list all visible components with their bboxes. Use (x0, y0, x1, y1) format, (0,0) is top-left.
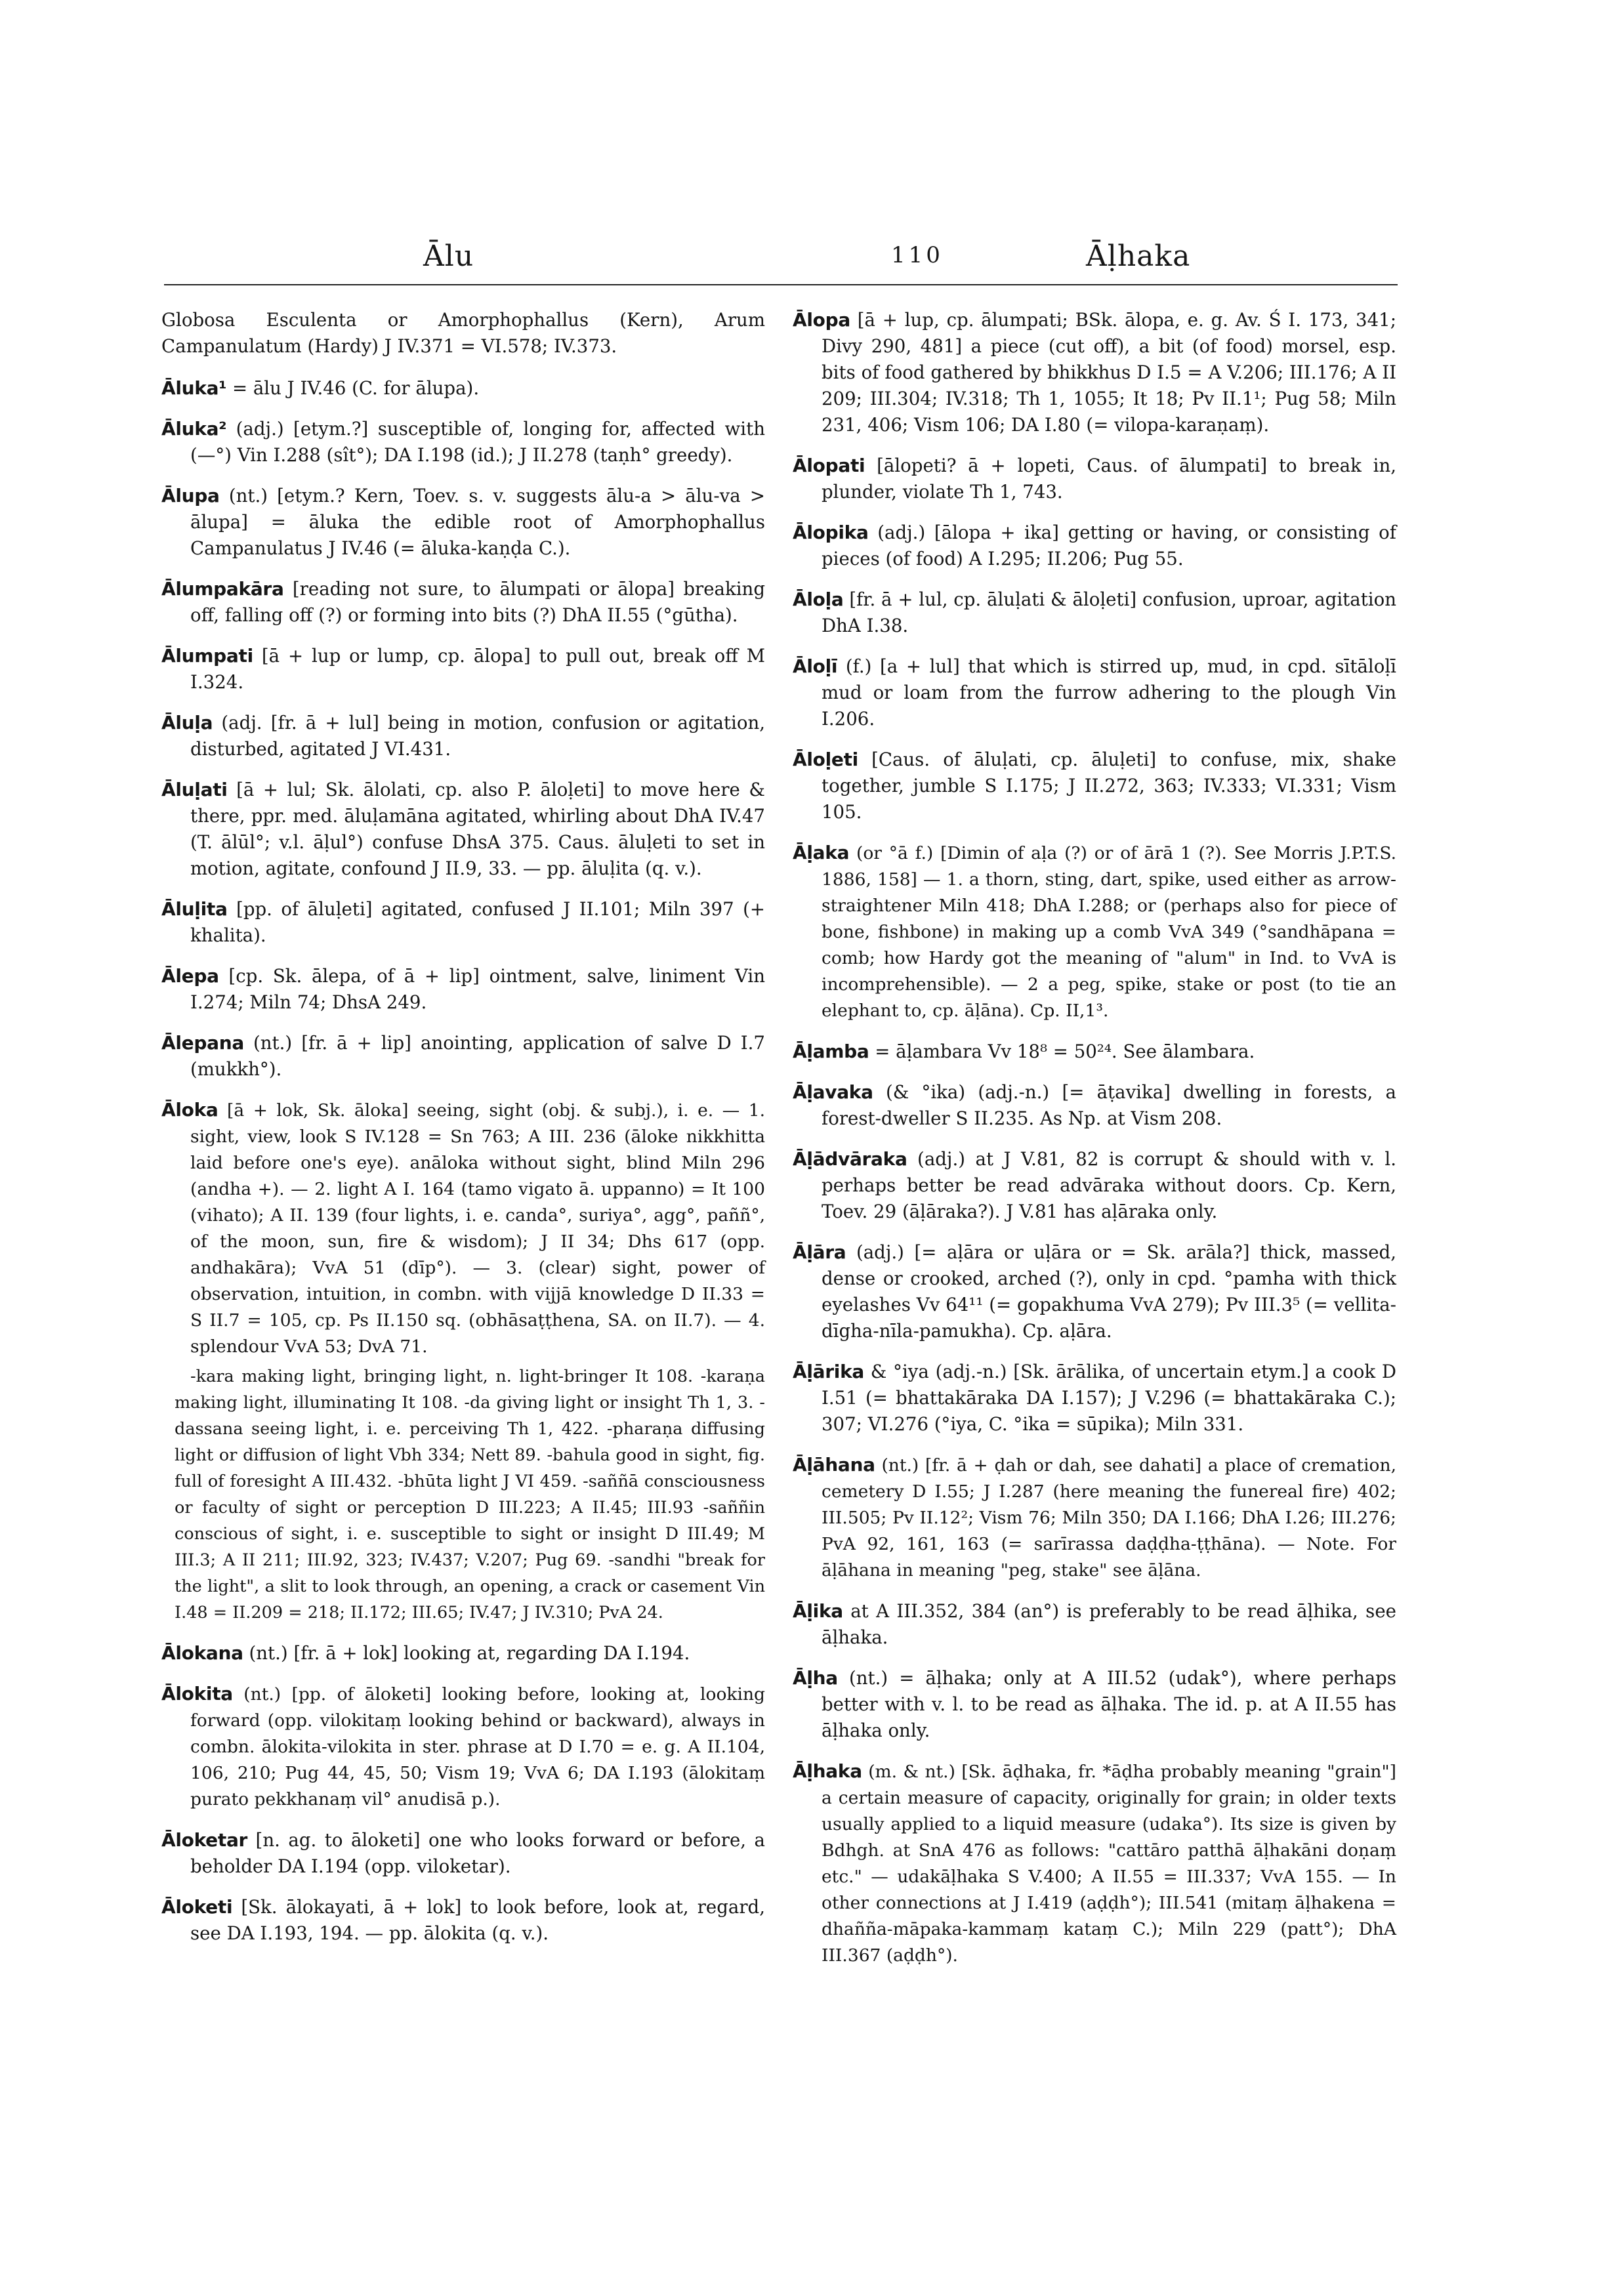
entry-body: (nt.) [fr. ā + ḍah or dah, see dahati] a place of cremation, cemetery D I.55; J I.287 (here meaning the funereal fire) 402; III.505; Pv II.12²; Vism 76; Miln 350; DA I.166; DhA I.26; III.276; PvA 92, 161, 163 (= sarīrassa daḍḍha-ṭṭhāna). — Note. For āḷāhana in meaning "peg, stake" see āḷāna. (822, 1455, 1396, 1581)
entry-headword: Āluḷati (161, 779, 228, 800)
header-right-word: Āḷhaka (1086, 239, 1191, 273)
entry-body: = āḷambara Vv 18⁸ = 50²⁴. See ālambara. (869, 1041, 1255, 1062)
dictionary-entry (161, 643, 765, 695)
entry-body: (nt.) [etym.? Kern, Toev. s. v. suggests ālu-a > ālu-va > ālupa] = āluka the edible root of Amorphophallus Campanulatus J IV.46 (= āluka-kaṇḍa C.). (190, 485, 765, 559)
entry-body: [ā + lok, Sk. āloka] seeing, sight (obj. & subj.), i. e. — 1. sight, view, look S IV.128 = Sn 763; A III. 236 (āloke nikkhitta laid before one's eye). anāloka without sight, blind Miln 296 (andha +). — 2. light A I. 164 (tamo vigato ā. uppanno) = It 100 (vihato); A II. 139 (four lights, i. e. canda°, suriya°, agg°, paññ°, of the moon, sun, fire & wisdom); J II 34; Dhs 617 (opp. andhakāra); VvA 51 (dīp°). — 3. (clear) sight, power of observation, intuition, in combn. with vijjā knowledge D II.33 = S II.7 = 105, cp. Ps II.150 sq. (obhāsaṭṭhena, SA. on II.7). — 4. splendour VvA 53; DvA 71. (190, 1100, 765, 1357)
running-header (164, 233, 1398, 285)
entry-body: (adj. [fr. ā + lul] being in motion, confusion or agitation, disturbed, agitated J VI.431. (190, 712, 765, 760)
dictionary-entry (793, 653, 1396, 732)
dictionary-entry (793, 1359, 1396, 1437)
dictionary-entry (793, 453, 1396, 505)
dictionary-entry (161, 777, 765, 882)
left-column (161, 307, 765, 1961)
header-left-word: Ālu (423, 239, 474, 273)
compounds-block (161, 1363, 765, 1626)
entry-body: (nt.) [fr. ā + lok] looking at, regarding DA I.194. (243, 1642, 690, 1664)
entry-headword: Āloka (161, 1099, 219, 1121)
entry-body: (nt.) [pp. of āloketi] looking before, looking at, looking forward (opp. vilokitaṃ looking behind or backward), always in combn. ālokita-vilokita in ster. phrase at D I.70 = e. g. A II.104, 106, 210; Pug 44, 45, 50; Vism 19; VvA 6; DA I.193 (ālokitaṃ purato pekkhanaṃ vil° anudisā p.). (190, 1684, 765, 1809)
dictionary-entry (161, 1030, 765, 1083)
entry-body: [ālopeti? ā + lopeti, Caus. of ālumpati] to break in, plunder, violate Th 1, 743. (822, 455, 1396, 503)
entry-headword: Āḷārika (793, 1361, 864, 1382)
entry-body: [ā + lul; Sk. ālolati, cp. also P. āloḷeti] to move here & there, ppr. med. āluḷamāna agitated, whirling about DhA IV.47 (T. ālūl°; v.l. āḷul°) confuse DhsA 375. Caus. āluḷeti to set in motion, agitate, confound J II.9, 33. — pp. āluḷita (q. v.). (190, 779, 765, 879)
entry-body: at A III.352, 384 (an°) is preferably to be read āḷhika, see āḷhaka. (822, 1600, 1396, 1648)
entry-body: (f.) [a + lul] that which is stirred up, mud, in cpd. sītāloḷī mud or loam from the furrow adhering to the plough Vin I.206. (822, 655, 1396, 730)
entry-headword: Āḷavaka (793, 1081, 873, 1103)
entry-headword: Āḷāra (793, 1241, 846, 1263)
dictionary-entry (161, 1097, 765, 1360)
entry-headword: Āluḷita (161, 898, 228, 920)
dictionary-entry (161, 1894, 765, 1947)
entry-body: & °iya (adj.-n.) [Sk. ārālika, of uncertain etym.] a cook D I.51 (= bhattakāraka DA I.157); J V.296 (= bhattakāraka C.); 307; VI.276 (°iya, C. °ika = sūpika); Miln 331. (822, 1361, 1396, 1435)
entry-headword: Ālumpati (161, 645, 253, 667)
header-rule (164, 284, 1398, 285)
dictionary-entry (793, 1665, 1396, 1744)
entry-headword: Āluḷa (161, 712, 213, 734)
entry-body: [Caus. of āluḷati, cp. āluḷeti] to confuse, mix, shake together, jumble S I.175; J II.272, 363; IV.333; VI.331; Vism 105. (822, 749, 1396, 823)
entry-body: (nt.) = āḷhaka; only at A III.52 (udak°), where perhaps better with v. l. to be read as āḷhaka. The id. p. at A II.55 has āḷhaka only. (822, 1667, 1396, 1741)
entry-body: (adj.) [ālopa + ika] getting or having, or consisting of pieces (of food) A I.295; II.206; Pug 55. (822, 522, 1396, 569)
entry-body: [pp. of āluḷeti] agitated, confused J II.101; Miln 397 (+ khalita). (190, 898, 765, 946)
dictionary-entry (793, 747, 1396, 825)
dictionary-entry (161, 963, 765, 1016)
entry-headword: Āḷika (793, 1600, 843, 1622)
entry-headword: Ālepa (161, 965, 219, 987)
dictionary-entry (161, 1681, 765, 1813)
dictionary-entry (793, 1452, 1396, 1584)
entry-headword: Ālokita (161, 1683, 233, 1705)
entry-headword: Ālopa (793, 309, 850, 331)
entry-headword: Āḷamba (793, 1041, 869, 1062)
entry-headword: Ālepana (161, 1032, 244, 1054)
dictionary-entry (161, 483, 765, 562)
entry-headword: Ālopika (793, 522, 869, 543)
entry-body: [Sk. ālokayati, ā + lok] to look before, look at, regard, see DA I.193, 194. — pp. ālokita (q. v.). (190, 1896, 765, 1944)
entry-headword: Āloḷeti (793, 749, 858, 770)
entry-body: [ā + lup or lump, cp. ālopa] to pull out, break off M I.324. (190, 645, 765, 693)
entry-headword: Āḷaka (793, 842, 850, 863)
entry-headword: Ālokana (161, 1642, 243, 1664)
dictionary-entry (161, 710, 765, 762)
entry-headword: Ālumpakāra (161, 578, 284, 600)
entry-body: (adj.) at J V.81, 82 is corrupt & should with v. l. perhaps better be read advāraka without doors. Cp. Kern, Toev. 29 (āḷāraka?). J V.81 has aḷāraka only. (822, 1148, 1396, 1222)
entry-body: (or °ā f.) [Dimin of aḷa (?) or of ārā 1 (?). See Morris J.P.T.S. 1886, 158] — 1. a thorn, sting, dart, spike, used either as arrow-straightener Miln 418; DhA I.288; or (perhaps also for piece of bone, fishbone) in making up a comb VvA 349 (°sandhāpana = comb; how Hardy got the meaning of "alum" in Ind. to VvA is incomprehensible). — 2 a peg, spike, stake or post (to tie an elephant to, cp. āḷāna). Cp. II,1³. (822, 843, 1396, 1021)
dictionary-entry (161, 375, 765, 402)
entry-headword: Āloketi (161, 1896, 233, 1918)
entry-headword: Ālopati (793, 455, 865, 476)
dictionary-entry (793, 1758, 1396, 1969)
dictionary-entry (793, 1039, 1396, 1065)
entry-headword: Ālupa (161, 485, 220, 507)
entry-headword: Āloḷa (793, 589, 844, 610)
dictionary-entry (793, 587, 1396, 639)
dictionary-entry (161, 576, 765, 629)
entry-body: (& °ika) (adj.-n.) [= āṭavika] dwelling in forests, a forest-dweller S II.235. As Np. at Vism 208. (822, 1081, 1396, 1129)
entry-headword: Āḷādvāraka (793, 1148, 907, 1170)
entry-headword: Āluka² (161, 418, 227, 440)
entry-body: [ā + lup, cp. ālumpati; BSk. ālopa, e. g. Av. Ś I. 173, 341; Divy 290, 481] a piece (cut off), a bit (of food) morsel, esp. bits of food gathered by bhikkhus D I.5 = A V.206; III.176; A II 209; III.304; IV.318; Th 1, 1055; It 18; Pv II.1¹; Pug 58; Miln 231, 406; Vism 106; DA I.80 (= vilopa-karaṇaṃ). (822, 309, 1396, 436)
dictionary-entry (161, 896, 765, 949)
entry-body: [fr. ā + lul, cp. āluḷati & āloḷeti] confusion, uproar, agitation DhA I.38. (822, 589, 1396, 636)
right-column (793, 307, 1396, 1983)
entry-body: (adj.) [= aḷāra or uḷāra or = Sk. arāla?] thick, massed, dense or crooked, arched (?), only in cpd. °pamha with thick eyelashes Vv 64¹¹ (= gopakhuma VvA 279); Pv III.3⁵ (= vellita-dīgha-nīla-pamukha). Cp. aḷāra. (822, 1241, 1396, 1342)
page-number: 110 (891, 242, 944, 268)
entry-headword: Āḷha (793, 1667, 838, 1689)
entry-body: (nt.) [fr. ā + lip] anointing, application of salve D I.7 (mukkh°). (190, 1032, 765, 1080)
entry-headword: Āḷāhana (793, 1454, 875, 1476)
dictionary-entry (793, 1239, 1396, 1344)
entry-body: -kara making light, bringing light, n. light-bringer It 108. -karaṇa making light, illuminating It 108. -da giving light or insight Th 1, 3. -dassana seeing light, i. e. perceiving Th 1, 422. -pharaṇa diffusing light or diffusion of light Vbh 334; Nett 89. -bahula good in sight, fig. full of foresight A III.432. -bhūta light J VI 459. -saññā consciousness or faculty of sight or perception D III.223; A II.45; III.93 -saññin conscious of sight, i. e. susceptible to sight or insight D III.49; M III.3; A II 211; III.92, 323; IV.437; V.207; Pug 69. -sandhi "break for the light", a slit to look through, an opening, a crack or casement Vin I.48 = II.209 = 218; II.172; III.65; IV.47; J IV.310; PvA 24. (175, 1367, 765, 1623)
entry-body: = ālu J IV.46 (C. for ālupa). (226, 377, 480, 399)
dictionary-entry (161, 1827, 765, 1880)
entry-headword: Āluka¹ (161, 377, 227, 399)
dictionary-entry (793, 520, 1396, 572)
entry-headword: Āloketar (161, 1829, 248, 1851)
dictionary-entry (793, 1146, 1396, 1225)
entry-body: (adj.) [etym.?] susceptible of, longing for, affected with (—°) Vin I.288 (sît°); DA I.198 (id.); J II.278 (taṇh° greedy). (190, 418, 765, 466)
entry-body: Globosa Esculenta or Amorphophallus (Kern), Arum Campanulatum (Hardy) J IV.371 = VI.578; IV.373. (161, 309, 765, 357)
entry-body: [cp. Sk. ālepa, of ā + lip] ointment, salve, liniment Vin I.274; Miln 74; DhsA 249. (190, 965, 765, 1013)
dictionary-entry (793, 1079, 1396, 1132)
dictionary-entry (793, 307, 1396, 438)
dictionary-entry (161, 1640, 765, 1666)
dictionary-entry (161, 307, 765, 360)
dictionary-entry (161, 416, 765, 468)
entry-body: (m. & nt.) [Sk. āḍhaka, fr. *āḍha probably meaning "grain"] a certain measure of capacity, originally for grain; in older texts usually applied to a liquid measure (udaka°). Its size is given by Bdhgh. at SnA 476 as follows: "cattāro patthā āḷhakāni doṇaṃ etc." — udakāḷhaka S V.400; A II.55 = III.337; VvA 155. — In other connections at J I.419 (aḍḍh°); III.541 (mitaṃ āḷhakena = dhañña-māpaka-kammaṃ kataṃ C.); Miln 229 (patt°); DhA III.367 (aḍḍh°). (822, 1762, 1396, 1966)
entry-headword: Āloḷī (793, 655, 838, 677)
dictionary-entry (793, 840, 1396, 1024)
dictionary-entry (793, 1598, 1396, 1651)
entry-headword: Āḷhaka (793, 1760, 862, 1782)
entry-body: [reading not sure, to ālumpati or ālopa] breaking off, falling off (?) or forming into bits (?) DhA II.55 (°gūtha). (190, 578, 765, 626)
entry-body: [n. ag. to āloketi] one who looks forward or before, a beholder DA I.194 (opp. viloketar). (190, 1829, 765, 1877)
